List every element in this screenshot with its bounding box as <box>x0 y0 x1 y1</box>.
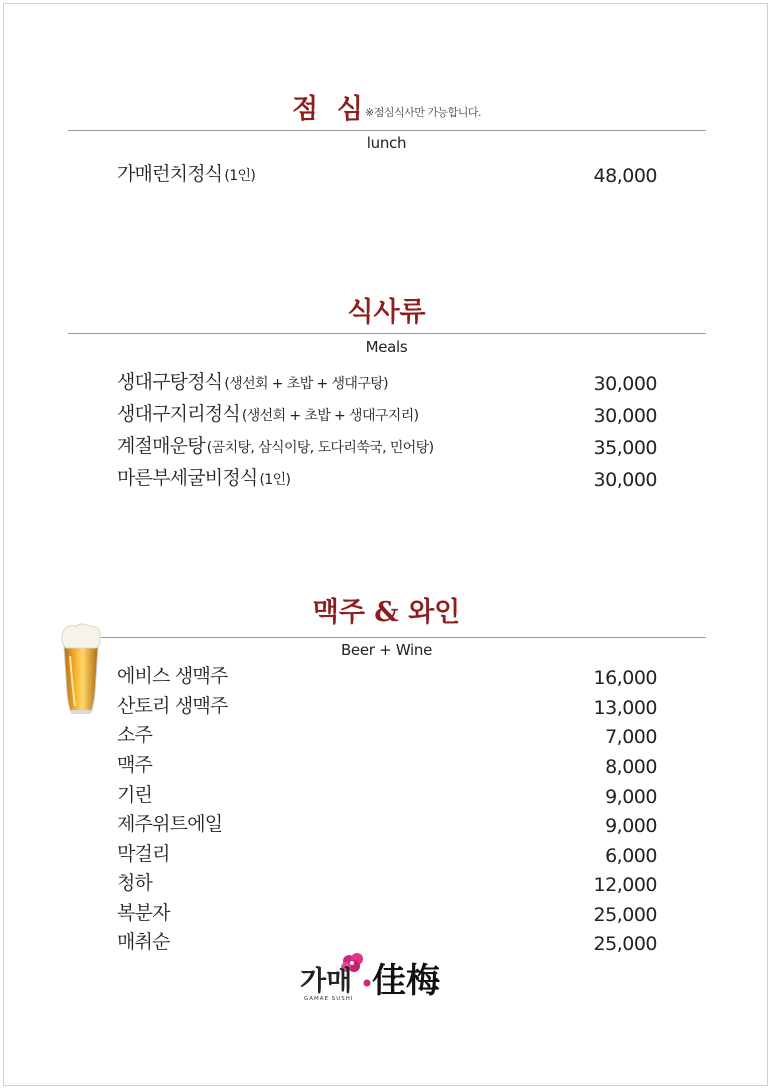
menu-item-price: 13,000 <box>593 697 657 719</box>
menu-item-price: 30,000 <box>593 469 657 491</box>
lunch-note: ※점심식사만 가능합니다. <box>364 106 481 119</box>
menu-item-name: 생대구지리정식 (생선회 + 초밥 + 생대구지리) <box>117 403 419 425</box>
menu-item-price: 16,000 <box>593 667 657 689</box>
menu-row <box>117 870 657 898</box>
lunch-section-title <box>0 94 773 131</box>
menu-item-price: 25,000 <box>593 904 657 926</box>
lunch-divider <box>68 130 706 131</box>
menu-item-name: 가매런치정식 (1인) <box>117 163 256 185</box>
menu-row <box>117 841 657 869</box>
menu-item-name: 소주 <box>117 724 153 746</box>
menu-row <box>117 433 657 461</box>
menu-row <box>117 693 657 721</box>
menu-item-name: 마른부세굴비정식 (1인) <box>117 467 291 489</box>
menu-row <box>117 811 657 839</box>
menu-item-name: 제주위트에일 <box>117 813 223 835</box>
menu-item-name: 맥주 <box>117 754 153 776</box>
menu-item-price: 7,000 <box>605 726 657 748</box>
menu-item-price: 30,000 <box>593 373 657 395</box>
menu-item-name: 산토리 생맥주 <box>117 695 228 717</box>
menu-item-detail: (곰치탕, 삼식이탕, 도다리쑥국, 민어탕) <box>206 440 434 456</box>
meals-subtitle: Meals <box>365 338 408 356</box>
logo-small-text: GAMAE SUSHI <box>304 996 354 1002</box>
menu-item-detail: (생선회 + 초밥 + 생대구지리) <box>241 408 419 424</box>
menu-item-name: 복분자 <box>117 902 170 924</box>
menu-item-price: 35,000 <box>593 437 657 459</box>
menu-item-price: 8,000 <box>605 756 657 778</box>
menu-item-name: 매취순 <box>117 931 170 953</box>
menu-item-name: 에비스 생맥주 <box>117 665 228 687</box>
menu-item-price: 9,000 <box>605 786 657 808</box>
menu-item-price: 6,000 <box>605 845 657 867</box>
menu-row <box>117 401 657 429</box>
gamae-logo <box>298 950 476 1002</box>
menu-row <box>117 782 657 810</box>
menu-row <box>117 369 657 397</box>
drinks-divider <box>68 637 706 638</box>
meals-divider <box>68 333 706 334</box>
menu-item-price: 30,000 <box>593 405 657 427</box>
menu-item-name: 기린 <box>117 784 153 806</box>
lunch-subtitle: lunch <box>366 134 407 152</box>
menu-item-detail: (생선회 + 초밥 + 생대구탕) <box>224 376 389 392</box>
menu-item-price: 12,000 <box>593 874 657 896</box>
menu-item-name: 막걸리 <box>117 843 170 865</box>
drinks-section-title: 맥주 & 와인 <box>312 597 461 628</box>
menu-item-price: 9,000 <box>605 815 657 837</box>
menu-row <box>117 161 657 189</box>
menu-item-name: 계절매운탕 (곰치탕, 삼식이탕, 도다리쑥국, 민어탕) <box>117 435 434 457</box>
menu-row <box>117 722 657 750</box>
menu-item-price: 25,000 <box>593 933 657 955</box>
meals-section-title: 식사류 <box>347 297 426 328</box>
menu-row <box>117 900 657 928</box>
menu-row <box>117 752 657 780</box>
menu-row <box>117 663 657 691</box>
logo-hanja-text: 佳梅 <box>372 961 440 1001</box>
menu-row <box>117 465 657 493</box>
menu-item-name: 청하 <box>117 872 153 894</box>
menu-item-detail: (1인) <box>224 168 256 184</box>
menu-item-detail: (1인) <box>259 472 291 488</box>
drinks-subtitle: Beer + Wine <box>340 641 433 659</box>
beer-glass-icon <box>58 622 104 716</box>
lunch-title-text: 점 심 <box>292 94 363 125</box>
menu-item-price: 48,000 <box>593 165 657 187</box>
menu-item-name: 생대구탕정식 (생선회 + 초밥 + 생대구탕) <box>117 371 389 393</box>
logo-korean-text: 가매 <box>300 966 353 997</box>
